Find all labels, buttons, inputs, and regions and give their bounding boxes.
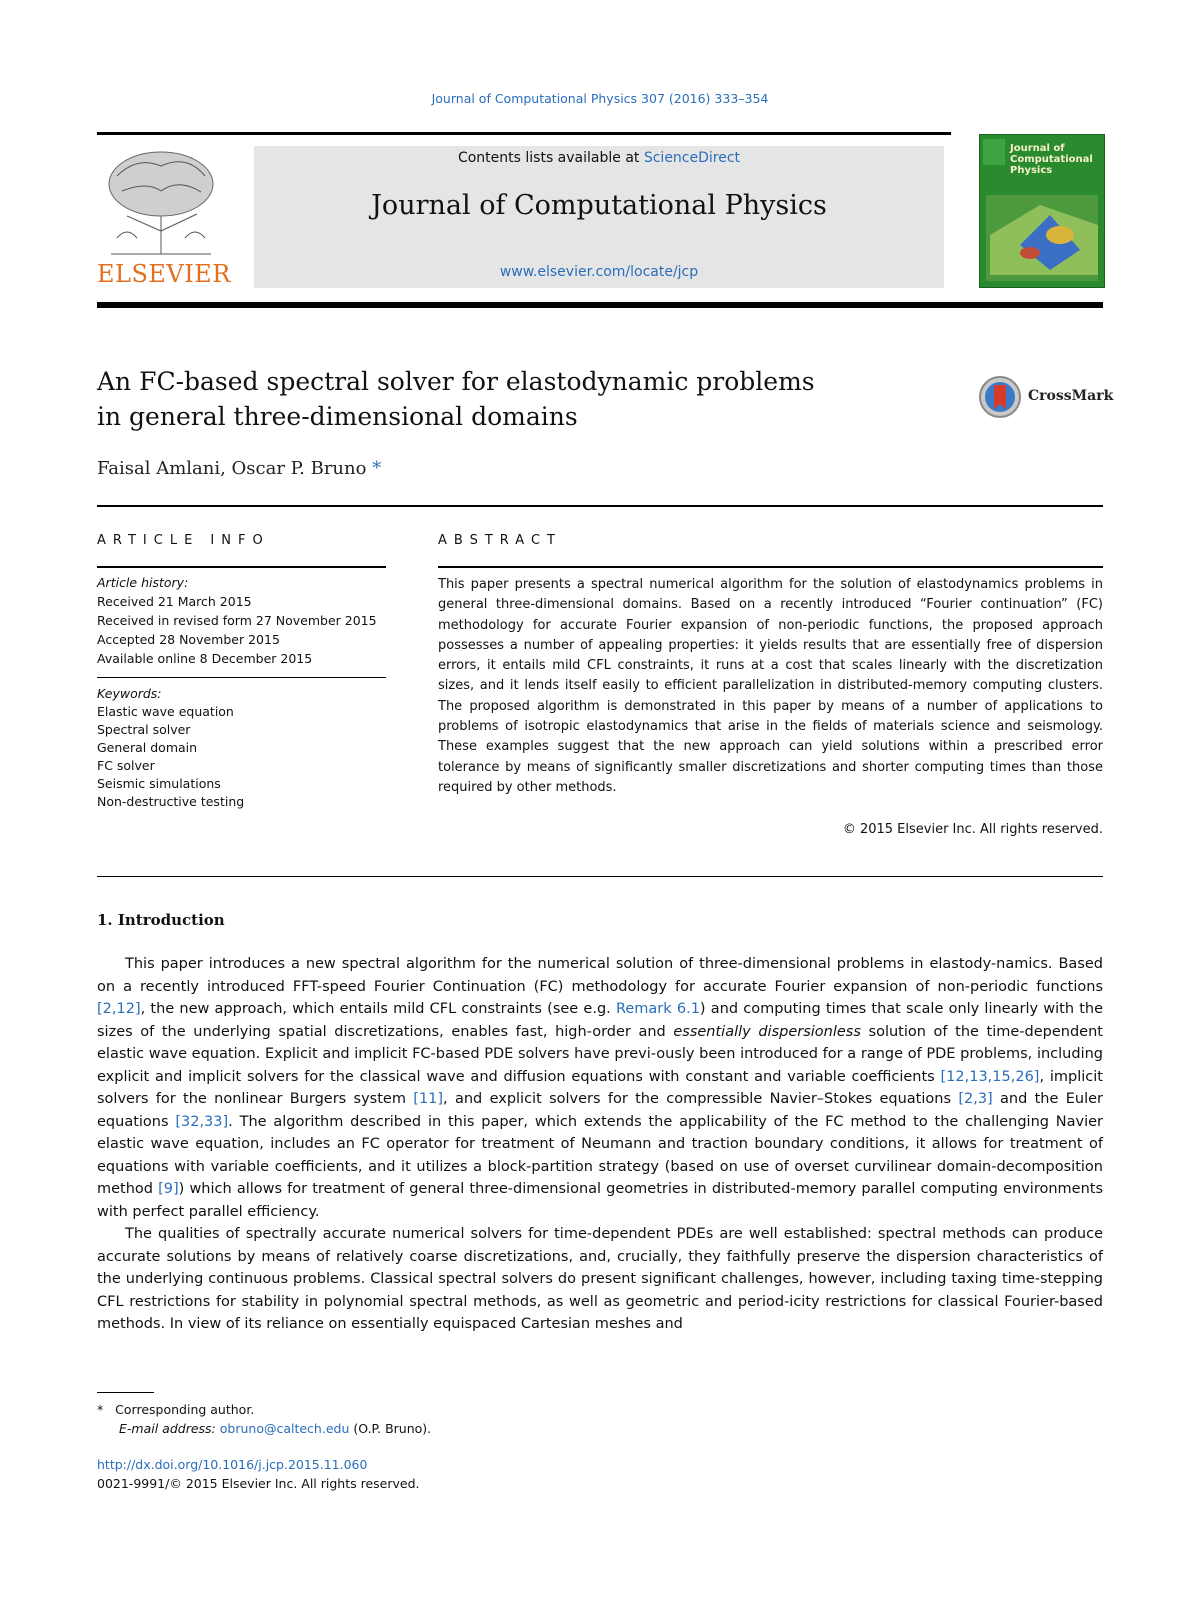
keywords-rule	[97, 677, 386, 678]
history-item: Received in revised form 27 November 2015	[97, 613, 377, 628]
keyword-item: FC solver	[97, 758, 155, 773]
author-names: Faisal Amlani, Oscar P. Bruno	[97, 458, 367, 479]
title-line: An FC-based spectral solver for elastodynamic problems	[97, 367, 815, 396]
contents-prefix: Contents lists available at	[457, 150, 644, 166]
abstract-text: This paper presents a spectral numerical algorithm for the solution of elastodynamics problems in general three-dimensional domains. Based on a recently introduced “Fourier continuation” (FC) methodology for accurate Fourier expansion of non-periodic functions, the proposed approach possesses a number of appealing properties: it yields results that are essentially free of dispersion errors, it entails mild CFL constraints, it runs at a cost that scales linearly with the discretization sizes, and it lends itself easily to efficient parallelization in distributed-memory computing clusters. The proposed algorithm is demonstrated in this paper by means of a number of applications to problems of isotropic elastodynamics that arise in the fields of materials science and seismology. These examples suggest that the new approach can yield solutions within a prescribed error tolerance by means of significantly smaller discretizations and shorter computing times than those required by other methods.	[438, 577, 1103, 795]
email-label: E-mail address:	[119, 1421, 216, 1436]
header-rule-top	[97, 132, 951, 135]
journal-title: Journal of Computational Physics	[371, 190, 827, 221]
citation-link[interactable]: [2,3]	[958, 1091, 993, 1107]
article-info-rule	[97, 566, 386, 568]
paper-title	[97, 364, 897, 434]
intro-paragraph: The qualities of spectrally accurate numerical solvers for time-dependent PDEs are well established: spectral methods can produce accurate solutions by means of relatively coarse discretizations, and, crucially, they faithfully preserve the dispersion characteristics of the underlying continuous problems. Classical spectral solvers do present significant challenges, however, including taxing time-stepping CFL restrictions for stability in polynomial spectral methods, as well as geometric and period-icity restrictions for classical Fourier-based methods. In view of its reliance on essentially equispaced Cartesian meshes and	[97, 1226, 1103, 1332]
paragraph-text: , and explicit solvers for the compressible Navier–Stokes equations	[443, 1091, 959, 1107]
elsevier-tree-icon	[97, 146, 225, 258]
keyword-item: Non-destructive testing	[97, 794, 245, 809]
authors	[97, 458, 381, 479]
title-line: in general three-dimensional domains	[97, 402, 578, 431]
journal-url-link[interactable]: www.elsevier.com/locate/jcp	[499, 264, 699, 280]
article-history	[97, 573, 397, 668]
doi-link[interactable]: http://dx.doi.org/10.1016/j.jcp.2015.11.060	[97, 1457, 368, 1472]
authors-rule	[97, 505, 1103, 507]
email-suffix: (O.P. Bruno).	[353, 1421, 432, 1436]
history-item: Received 21 March 2015	[97, 594, 252, 609]
footnote-corresponding-text: Corresponding author.	[115, 1402, 255, 1417]
footnote	[97, 1400, 697, 1438]
history-item: Accepted 28 November 2015	[97, 632, 280, 647]
sciencedirect-link[interactable]: ScienceDirect	[643, 150, 741, 166]
citation-link[interactable]: [11]	[413, 1091, 444, 1107]
email-link[interactable]: obruno@caltech.edu	[219, 1421, 350, 1436]
keyword-item: Elastic wave equation	[97, 704, 234, 719]
crossmark-icon	[978, 375, 1024, 421]
keywords	[97, 685, 397, 811]
paragraph-text: . The algorithm described in this paper, which extends the applicability of the FC method to the challenging Navier elastic wave equation, includes an FC operator for treatment of Neumann and traction boundary conditions, it allows for treatment of equations with variable coefficients, and it utilizes a block-partition strategy (based on use of overset curvilinear domain-decomposition method	[97, 1113, 1103, 1197]
abstract-heading: ABSTRACT	[438, 533, 562, 548]
paragraph-text: This paper introduces a new spectral algorithm for the numerical solution of three-dimensional problems in elastody-namics. Based on a recently introduced FFT-speed Fourier Continuation (FC) methodology for accurate Fourier expansion of non-periodic functions	[97, 956, 1103, 995]
citation-link[interactable]: [12,13,15,26]	[940, 1068, 1040, 1085]
paragraph-text: and the Euler equations	[97, 1091, 1103, 1130]
history-item: Available online 8 December 2015	[97, 651, 313, 666]
history-label: Article history:	[97, 575, 189, 590]
paragraph-text: ) and computing times that scale only linearly with the sizes of the underlying spatial discretizations, enables fast, high-order and	[97, 1001, 1103, 1040]
keyword-item: General domain	[97, 740, 198, 755]
abstract-copyright: © 2015 Elsevier Inc. All rights reserved.	[842, 822, 1103, 837]
contents-line	[254, 150, 944, 166]
citation-link[interactable]: [9]	[158, 1181, 179, 1197]
doi-block	[97, 1455, 697, 1493]
emphasis-text: essentially dispersionless	[673, 1023, 861, 1040]
elsevier-wordmark: ELSEVIER	[97, 260, 231, 288]
footnote-corresponding	[97, 1400, 697, 1419]
elsevier-logo	[97, 146, 231, 288]
corresponding-author-mark[interactable]: *	[372, 458, 382, 479]
keyword-item: Spectral solver	[97, 722, 191, 737]
journal-cover-image	[979, 134, 1105, 288]
intro-heading: 1. Introduction	[97, 911, 225, 929]
cover-title: Journal of Computational Physics	[1010, 143, 1093, 176]
keyword-item: Seismic simulations	[97, 776, 221, 791]
paragraph-text: , the new approach, which entails mild CFL constraints (see e.g.	[140, 1001, 616, 1017]
header-rule-bottom	[97, 302, 1103, 308]
footnote-email-line	[97, 1419, 697, 1438]
keywords-label: Keywords:	[97, 686, 162, 701]
abstract-rule	[438, 566, 1103, 568]
citation-link[interactable]: [2,12]	[97, 1001, 141, 1017]
journal-citation[interactable]: Journal of Computational Physics 307 (2016) 333–354	[431, 91, 769, 106]
paragraph-text: , implicit solvers for the nonlinear Burgers system	[97, 1068, 1103, 1107]
abstract-bottom-rule	[97, 876, 1103, 877]
intro-body	[97, 953, 1103, 1336]
journal-banner	[254, 146, 944, 288]
footnote-rule	[97, 1392, 154, 1393]
crossmark-badge[interactable]	[978, 375, 1114, 419]
issn-line: 0021-9991/© 2015 Elsevier Inc. All rights reserved.	[97, 1476, 420, 1491]
article-info-heading: ARTICLE INFO	[97, 533, 270, 548]
intro-paragraph	[97, 953, 1103, 1223]
citation-link[interactable]: Remark 6.1	[615, 1001, 700, 1017]
footnote-mark: *	[97, 1402, 104, 1417]
paragraph-text: ) which allows for treatment of general three-dimensional geometries in distributed-memory parallel computing environments with perfect parallel efficiency.	[97, 1181, 1103, 1220]
paragraph-text: solution of the time-dependent elastic wave equation. Explicit and implicit FC-based PDE solvers have previ-ously been introduced for a range of PDE problems, including explicit and implicit solvers for the classical wave and diffusion equations with constant and variable coefficients	[97, 1023, 1103, 1085]
crossmark-label: CrossMark	[1028, 388, 1114, 404]
citation-link[interactable]: [32,33]	[175, 1113, 229, 1130]
